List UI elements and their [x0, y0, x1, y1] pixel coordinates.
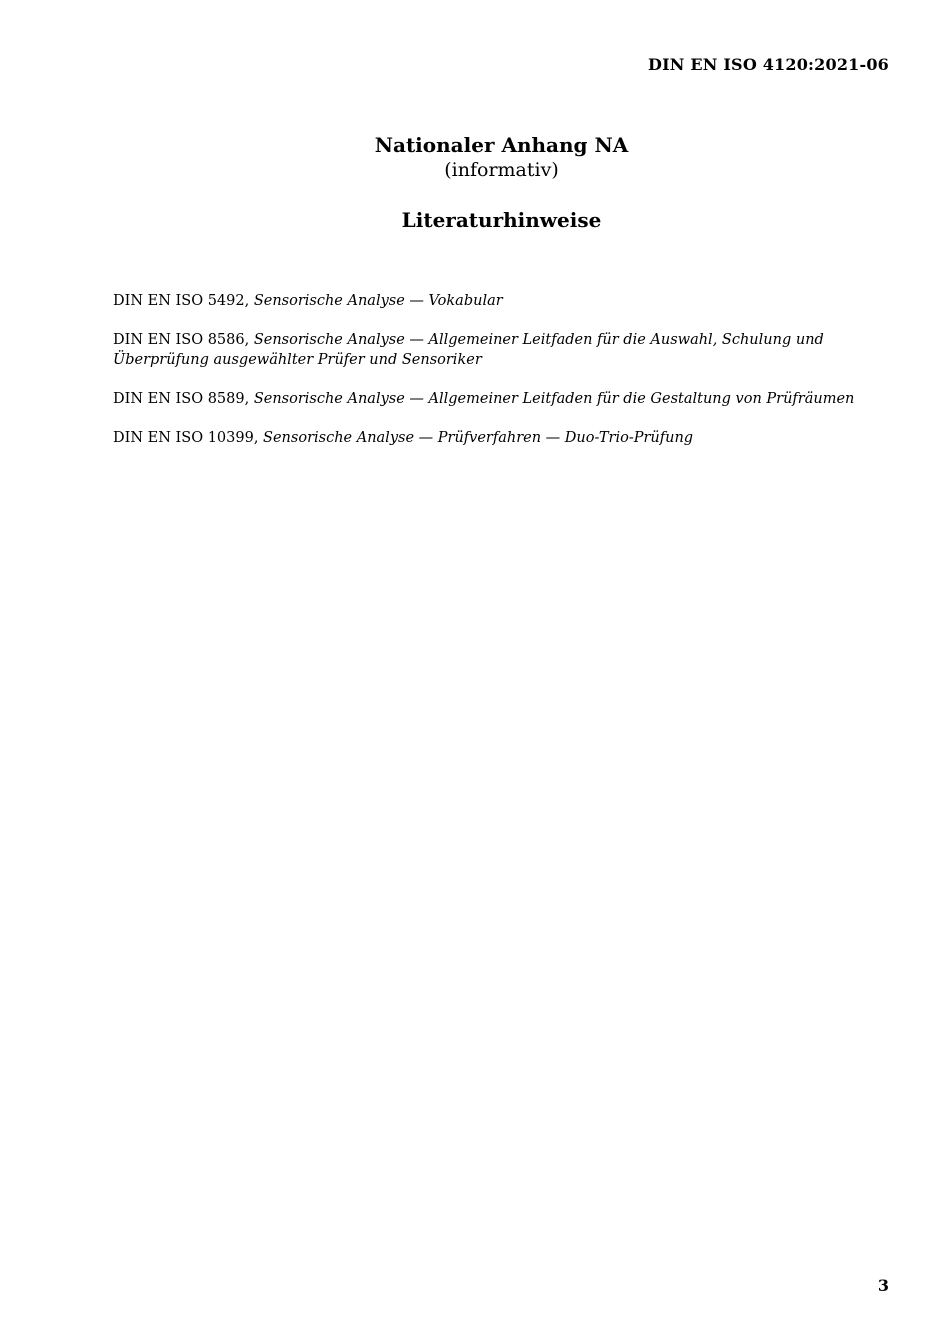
annex-title: Nationaler Anhang NA [374, 133, 629, 157]
page-number: 3 [877, 1276, 889, 1295]
reference-entry [113, 292, 883, 312]
reference-title: Sensorische Analyse — Vokabular [253, 293, 503, 309]
annex-header [0, 132, 950, 182]
reference-title: Sensorische Analyse — Allgemeiner Leitfaden für die Gestaltung von Prüfräumen [253, 390, 855, 407]
reference-code: DIN EN ISO 8589, [113, 390, 250, 407]
reference-title: Sensorische Analyse — Prüfverfahren — Duo-Trio-Prüfung [263, 429, 694, 446]
reference-entry [113, 390, 883, 410]
reference-code: DIN EN ISO 8586, [113, 332, 250, 348]
reference-code: DIN EN ISO 10399, [113, 429, 259, 446]
section-title: Literaturhinweise [401, 208, 602, 232]
reference-entry [113, 331, 883, 370]
reference-list [113, 292, 883, 468]
document-id: DIN EN ISO 4120:2021-06 [648, 55, 889, 74]
reference-entry [113, 429, 883, 449]
reference-title: Sensorische Analyse — Allgemeiner Leitfaden für die Auswahl, Schulung und Überprüfung ausgewählter Prüfer und Sensoriker [113, 332, 824, 368]
annex-subtitle: (informativ) [444, 159, 559, 181]
reference-code: DIN EN ISO 5492, [113, 293, 250, 309]
